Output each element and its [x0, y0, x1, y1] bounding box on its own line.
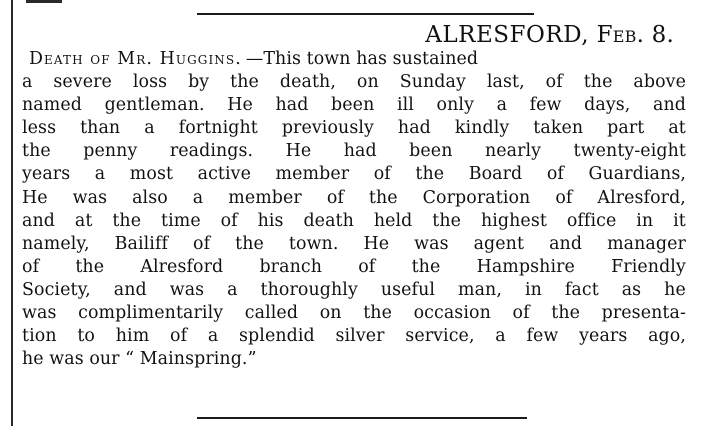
article-word: been	[409, 141, 453, 162]
article-word: active	[197, 164, 251, 185]
article-line	[22, 325, 686, 348]
article-line	[22, 48, 686, 71]
article-word: had	[397, 118, 431, 139]
article-word: a	[496, 95, 508, 116]
article-word: of	[22, 256, 40, 277]
article-word: of	[193, 233, 211, 254]
article-word: the	[415, 164, 445, 185]
article-line	[22, 233, 686, 256]
article-line-text: —This town has sustained	[245, 49, 479, 69]
article-word: loss	[132, 72, 168, 93]
article-line	[22, 302, 686, 325]
article-word: at	[74, 210, 93, 231]
article-word: a	[22, 72, 33, 93]
article-word: a	[144, 118, 155, 139]
article-word: of	[220, 210, 238, 231]
article-line	[22, 279, 686, 302]
article-word: the	[75, 256, 105, 277]
article-word: Alresford,	[597, 187, 686, 208]
article-word: man,	[458, 279, 502, 300]
article-word: had	[343, 141, 377, 162]
article-word: time	[160, 210, 201, 231]
article-line	[22, 187, 686, 210]
article-word: namely,	[22, 233, 90, 254]
article-word: Sunday	[399, 72, 466, 93]
article-word: the	[368, 187, 398, 208]
article-word: years	[579, 326, 628, 347]
article-word: and	[549, 233, 583, 254]
article-word: He	[227, 95, 253, 116]
article-word: death	[303, 210, 354, 231]
article-word: the	[363, 303, 392, 324]
article-word: taken	[533, 118, 584, 139]
article-word: a	[495, 326, 506, 347]
article-word: the	[432, 210, 462, 231]
article-word: “	[125, 349, 135, 370]
article-word: by	[188, 72, 210, 93]
article-word: of	[512, 303, 530, 324]
article-word: thoroughly	[260, 279, 358, 300]
article-word: our	[89, 349, 120, 370]
column-rule-left	[11, 0, 13, 426]
article-word: was	[72, 187, 108, 208]
article-word: nearly	[484, 141, 542, 162]
article-word: member	[275, 164, 350, 185]
article-word: branch	[259, 256, 323, 277]
article-word: only	[436, 95, 474, 116]
article-word: Corporation	[422, 187, 531, 208]
article-word: and	[22, 210, 56, 231]
article-line	[22, 94, 686, 117]
article-word: few	[526, 326, 559, 347]
article-body	[22, 48, 686, 371]
article-word: part	[607, 118, 645, 139]
article-word: and	[652, 95, 686, 116]
article-word: less	[22, 118, 57, 139]
article-word: the	[411, 256, 441, 277]
article-word: the	[22, 141, 51, 162]
article-word: occasion	[413, 303, 491, 324]
dateline-month: Feb.	[596, 22, 645, 48]
article-word: He	[363, 233, 390, 254]
article-word: Bailiff	[114, 233, 169, 254]
article-word: in	[524, 279, 542, 300]
article-word: silver	[335, 326, 385, 347]
article-word: of	[545, 72, 563, 93]
article-word: been	[331, 95, 375, 116]
article-word: kindly	[454, 118, 510, 139]
article-word: of	[326, 187, 344, 208]
article-word: of	[170, 326, 188, 347]
article-word: Board	[468, 164, 523, 185]
article-word: him	[115, 326, 150, 347]
article-word: called	[244, 303, 299, 324]
article-word: twenty-eight	[573, 141, 686, 162]
article-word: He	[22, 187, 48, 208]
article-word: splendid	[239, 326, 315, 347]
article-word: to	[77, 326, 96, 347]
article-word: the	[235, 233, 264, 254]
article-heading-text: Death of Mr. Huggins.	[29, 49, 242, 69]
article-word: on	[356, 72, 379, 93]
article-word: the	[551, 303, 581, 324]
article-line	[22, 256, 686, 279]
article-word: severe	[53, 72, 112, 93]
article-word: agent	[473, 233, 525, 254]
article-word: at	[668, 118, 686, 139]
article-line	[22, 71, 686, 94]
dateline	[425, 22, 674, 48]
article-word: than	[80, 118, 121, 139]
article-word: complimentarily	[78, 303, 224, 324]
article-word: held	[373, 210, 413, 231]
article-word: fact	[564, 279, 599, 300]
article-word: readings.	[169, 141, 254, 162]
article-word: manager	[607, 233, 686, 254]
article-word: ill	[396, 95, 414, 116]
article-word: Friendly	[611, 256, 686, 277]
article-word: presenta-	[601, 303, 686, 324]
article-word: of	[373, 164, 391, 185]
article-word: most	[129, 164, 174, 185]
article-word: on	[319, 303, 342, 324]
article-word: town.	[288, 233, 339, 254]
article-word: office	[566, 210, 617, 231]
article-word: was	[414, 233, 449, 254]
section-divider-top	[197, 13, 534, 15]
article-line	[22, 348, 686, 371]
article-word: a	[192, 187, 204, 208]
article-word: above	[633, 72, 686, 93]
article-word: a	[94, 164, 106, 185]
article-word: highest	[480, 210, 547, 231]
article-word: last,	[486, 72, 525, 93]
article-word: useful	[380, 279, 436, 300]
article-line	[22, 163, 686, 186]
article-word: fortnight	[178, 118, 258, 139]
previous-article-fragment	[26, 0, 62, 3]
article-word: named	[22, 95, 82, 116]
article-word: years	[22, 164, 71, 185]
section-divider-bottom	[197, 417, 527, 419]
article-word: it	[673, 210, 686, 231]
article-word: he	[22, 349, 44, 370]
article-word: gentleman.	[104, 95, 205, 116]
article-word: He	[285, 141, 312, 162]
article-word: of	[555, 187, 573, 208]
article-word: tion	[22, 326, 57, 347]
article-line	[22, 140, 686, 163]
article-line	[22, 210, 686, 233]
article-word: Society,	[22, 279, 91, 300]
article-word: his	[257, 210, 284, 231]
article-word: of	[546, 164, 564, 185]
article-word: in	[636, 210, 654, 231]
article-word: was	[49, 349, 84, 370]
article-word: also	[132, 187, 168, 208]
article-word: the	[583, 72, 613, 93]
article-word: Guardians,	[588, 164, 686, 185]
article-word: Mainspring.”	[139, 349, 257, 370]
article-word: death,	[279, 72, 336, 93]
dateline-place: ALRESFORD,	[425, 22, 590, 48]
article-word: a	[227, 279, 238, 300]
article-word: Alresford	[140, 256, 224, 277]
article-word: as	[621, 279, 642, 300]
article-word: Hampshire	[476, 256, 575, 277]
article-word: service,	[405, 326, 475, 347]
article-word: ago,	[648, 326, 686, 347]
dateline-day: 8.	[651, 22, 674, 48]
article-word: the	[112, 210, 142, 231]
article-word: had	[275, 95, 309, 116]
article-word: and	[113, 279, 147, 300]
article-heading	[29, 48, 478, 71]
article-word: he	[664, 279, 686, 300]
article-word: days,	[584, 95, 631, 116]
article-word: previously	[281, 118, 374, 139]
article-line	[22, 117, 686, 140]
article-word: was	[169, 279, 205, 300]
article-word: of	[358, 256, 376, 277]
article-word: was	[22, 303, 57, 324]
article-word: member	[228, 187, 302, 208]
article-word: penny	[83, 141, 138, 162]
article-word: few	[529, 95, 562, 116]
article-word: the	[230, 72, 259, 93]
article-word: a	[207, 326, 219, 347]
